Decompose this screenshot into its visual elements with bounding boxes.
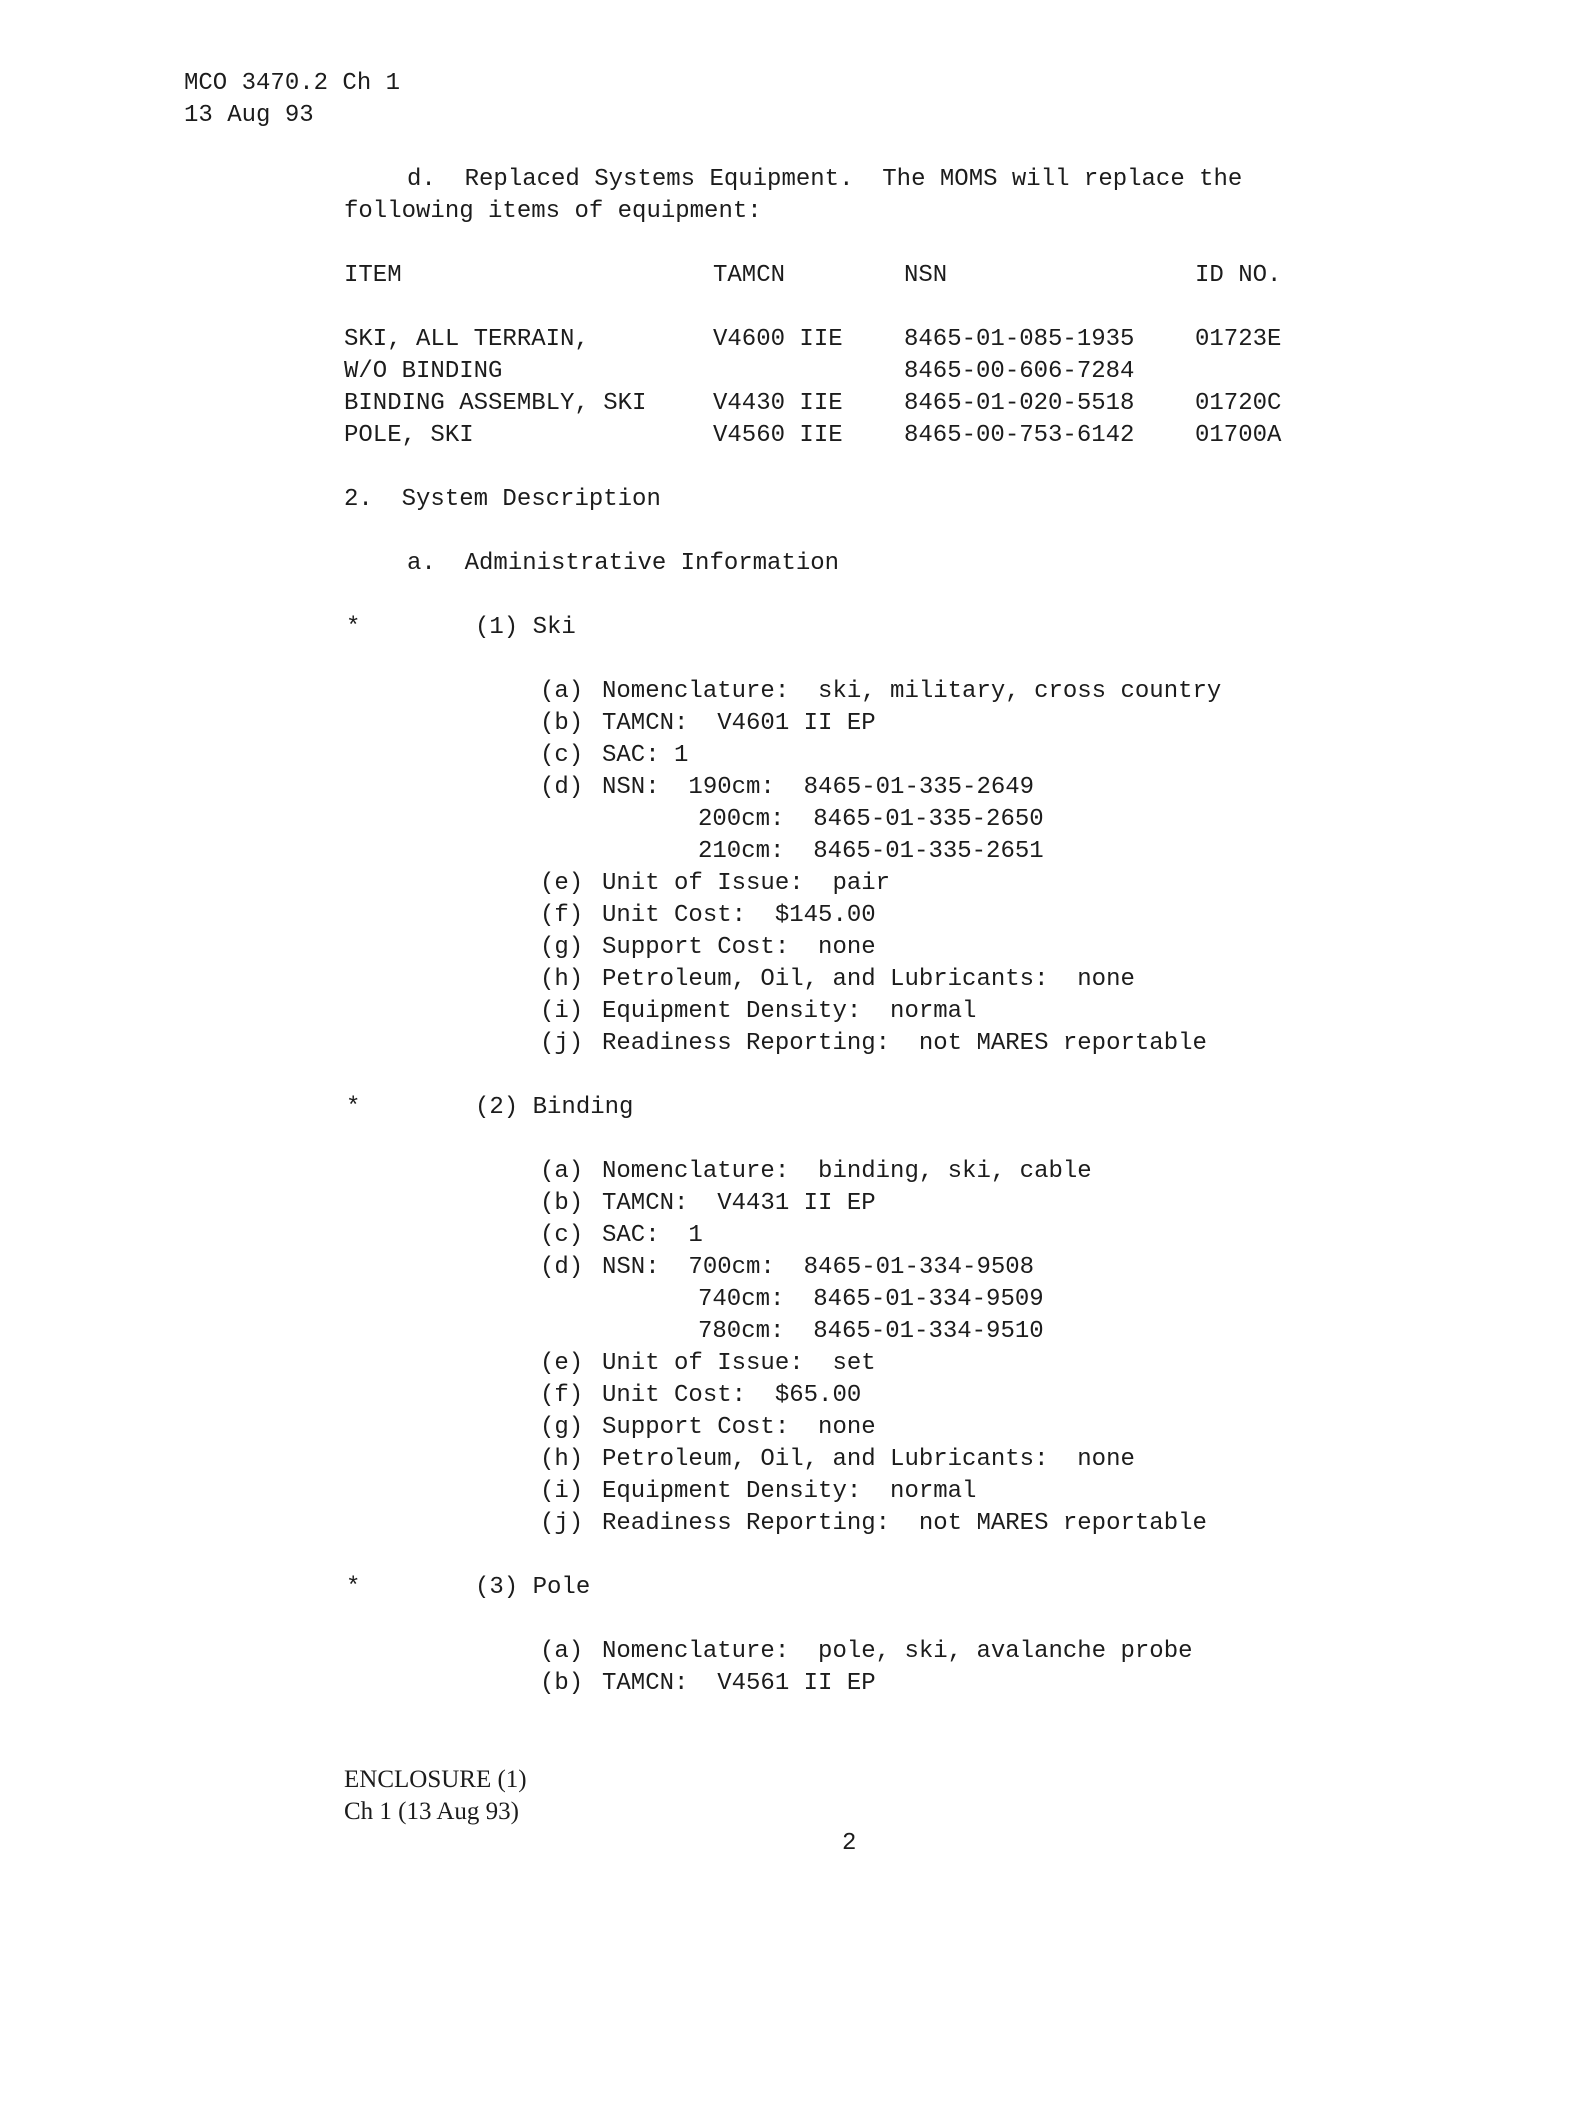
item-text: SAC: 1 [602,742,689,769]
item-text: Readiness Reporting: not MARES reportable [602,1510,1207,1537]
item-label: (e) [540,870,584,897]
cell-item: BINDING ASSEMBLY, SKI [344,390,647,417]
cell-item: W/O BINDING [344,358,503,385]
item-text: Nomenclature: binding, ski, cable [602,1158,1092,1185]
item-text: SAC: 1 [602,1222,703,1249]
ski-title: (1) Ski [475,614,576,641]
cell-nsn: 8465-01-085-1935 [904,326,1135,353]
page-number: 2 [842,1830,857,1857]
document-date: 13 Aug 93 [184,102,314,129]
paragraph-d-line1: d. Replaced Systems Equipment. The MOMS will replace the [407,166,1243,193]
item-text: Readiness Reporting: not MARES reportable [602,1030,1207,1057]
change-marker: * [346,1094,361,1121]
item-text: Equipment Density: normal [602,1478,977,1505]
item-label: (f) [540,902,584,929]
item-label: (f) [540,1382,584,1409]
cell-id-no: 01723E [1195,326,1282,353]
item-label: (g) [540,934,584,961]
item-label: (d) [540,774,584,801]
item-label: (h) [540,966,584,993]
item-text: Equipment Density: normal [602,998,977,1025]
section-2a-title: a. Administrative Information [407,550,840,577]
item-label: (a) [540,1638,584,1665]
item-label: (b) [540,1670,584,1697]
item-text: NSN: 190cm: 8465-01-335-2649 [602,774,1035,801]
item-label: (c) [540,742,584,769]
enclosure-label: ENCLOSURE (1) [344,1766,527,1793]
cell-item: POLE, SKI [344,422,474,449]
item-label: (i) [540,1478,584,1505]
cell-nsn: 8465-00-753-6142 [904,422,1135,449]
document-id: MCO 3470.2 Ch 1 [184,70,401,97]
change-marker: * [346,1574,361,1601]
change-marker: * [346,614,361,641]
item-label: (i) [540,998,584,1025]
item-text: Petroleum, Oil, and Lubricants: none [602,1446,1135,1473]
item-label: (b) [540,1190,584,1217]
cell-id-no: 01720C [1195,390,1282,417]
paragraph-d-line2: following items of equipment: [344,198,762,225]
item-text: 740cm: 8465-01-334-9509 [698,1286,1044,1313]
item-text: Unit of Issue: set [602,1350,876,1377]
item-text: 780cm: 8465-01-334-9510 [698,1318,1044,1345]
item-label: (h) [540,1446,584,1473]
item-text: 200cm: 8465-01-335-2650 [698,806,1044,833]
pole-title: (3) Pole [475,1574,591,1601]
section-2-title: 2. System Description [344,486,661,513]
col-header-id-no: ID NO. [1195,262,1282,289]
item-label: (g) [540,1414,584,1441]
cell-tamcn: V4430 IIE [713,390,843,417]
item-text: Petroleum, Oil, and Lubricants: none [602,966,1135,993]
item-text: NSN: 700cm: 8465-01-334-9508 [602,1254,1035,1281]
binding-title: (2) Binding [475,1094,634,1121]
item-text: TAMCN: V4601 II EP [602,710,876,737]
item-label: (j) [540,1030,584,1057]
cell-nsn: 8465-01-020-5518 [904,390,1135,417]
item-label: (d) [540,1254,584,1281]
item-text: Unit of Issue: pair [602,870,891,897]
item-label: (j) [540,1510,584,1537]
item-text: TAMCN: V4431 II EP [602,1190,876,1217]
cell-tamcn: V4600 IIE [713,326,843,353]
cell-nsn: 8465-00-606-7284 [904,358,1135,385]
item-text: 210cm: 8465-01-335-2651 [698,838,1044,865]
change-label: Ch 1 (13 Aug 93) [344,1798,519,1825]
cell-item: SKI, ALL TERRAIN, [344,326,589,353]
item-label: (a) [540,678,584,705]
cell-tamcn: V4560 IIE [713,422,843,449]
item-label: (e) [540,1350,584,1377]
item-text: Nomenclature: ski, military, cross country [602,678,1222,705]
item-label: (b) [540,710,584,737]
item-label: (c) [540,1222,584,1249]
item-text: Support Cost: none [602,934,876,961]
item-text: Nomenclature: pole, ski, avalanche probe [602,1638,1193,1665]
item-text: TAMCN: V4561 II EP [602,1670,876,1697]
item-label: (a) [540,1158,584,1185]
item-text: Unit Cost: $65.00 [602,1382,862,1409]
item-text: Support Cost: none [602,1414,876,1441]
col-header-nsn: NSN [904,262,948,289]
item-text: Unit Cost: $145.00 [602,902,876,929]
cell-id-no: 01700A [1195,422,1282,449]
col-header-item: ITEM [344,262,402,289]
col-header-tamcn: TAMCN [713,262,786,289]
